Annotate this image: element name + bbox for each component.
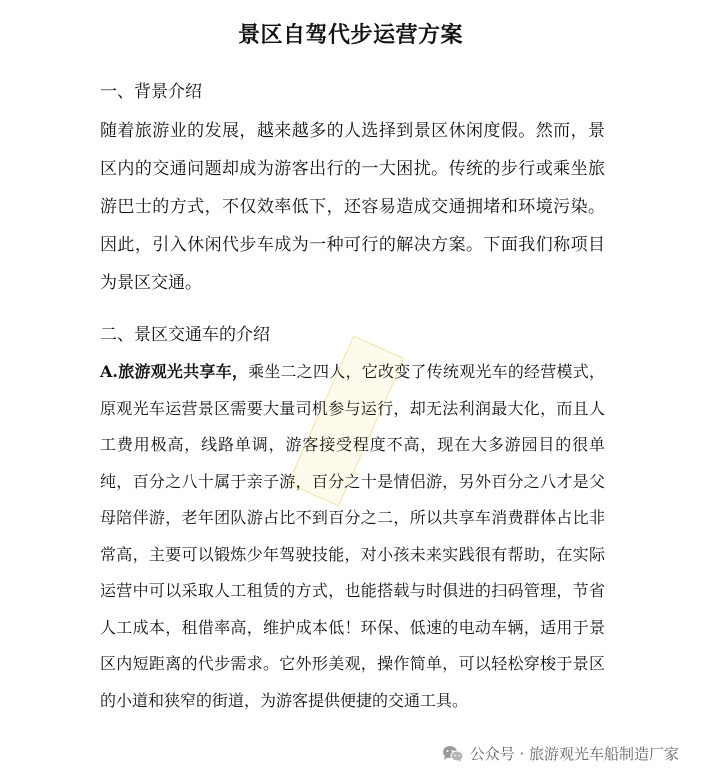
background-paragraph: 随着旅游业的发展，越来越多的人选择到景区休闲度假。然而，景区内的交通问题却成为游客出行的一大困扰。传统的步行或乘坐旅游巴士的方式，不仅效率低下，还容易造成交通拥堵和环境污染。因此，引入休闲代步车成为一种可行的解决方案。下面我们称项目为景区交通。 [100, 121, 605, 293]
introduction-paragraph [100, 354, 605, 719]
introduction-text: 乘坐二之四人，它改变了传统观光车的经营模式，原观光车运营景区需要大量司机参与运行，却无法利润最大化，而且人工费用极高，线路单调，游客接受程度不高，现在大多游园目的很单纯，百分之八十属于亲子游，百分之十是情侣游，另外百分之八才是父母陪伴游，老年团队游占比不到百分之二，所以共享车消费群体占比非常高，主要可以锻炼少年驾驶技能，对小孩未来实践很有帮助，在实际运营中可以采取人工租赁的方式，也能搭载与时俱进的扫码管理，节省人工成本，租借率高，维护成本低！环保、低速的电动车辆，适用于景区内短距离的代步需求。它外形美观，操作简单，可以轻松穿梭于景区的小道和狭窄的街道，为游客提供便捷的交通工具。 [100, 362, 605, 710]
section-heading-introduction: 二、景区交通车的介绍 [100, 325, 270, 345]
document-title: 景区自驾代步运营方案 [237, 23, 463, 48]
section-heading-background: 一、背景介绍 [100, 82, 202, 102]
wechat-icon [442, 745, 464, 763]
footer-text: 公众号 · 旅游观光车船制造厂家 [469, 745, 679, 763]
introduction-lead: A.旅游观光共享车， [100, 362, 249, 381]
wechat-footer [442, 743, 679, 764]
